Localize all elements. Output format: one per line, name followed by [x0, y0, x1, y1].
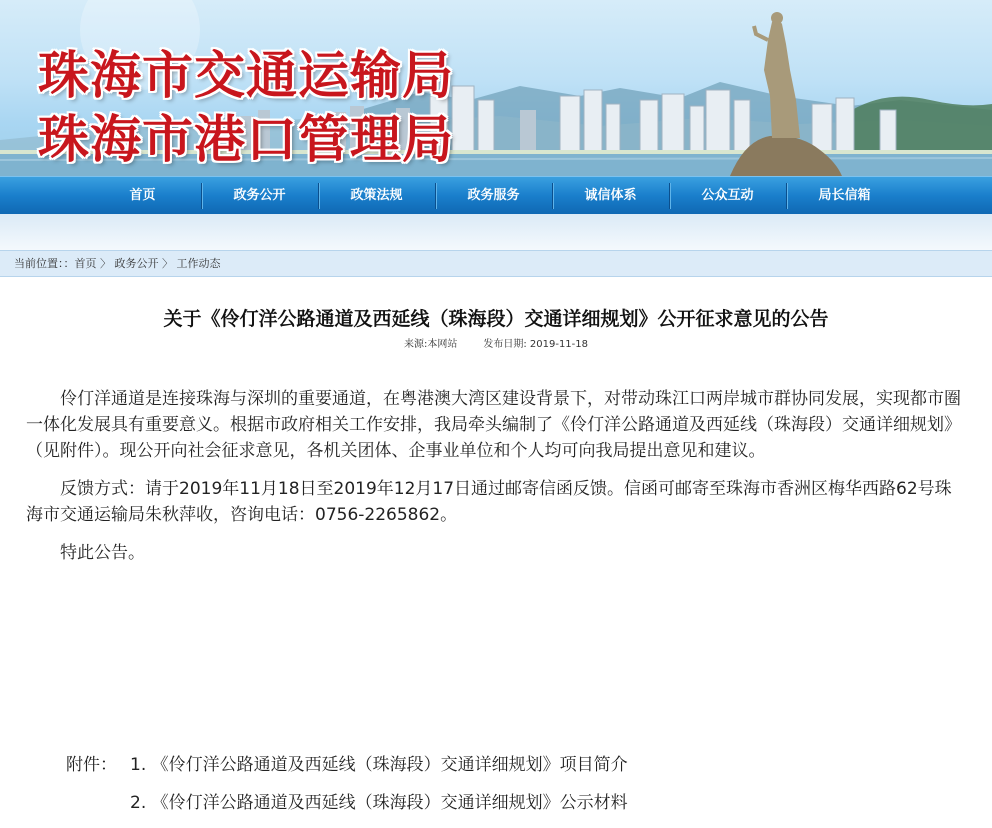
article-date: 发布日期: 2019-11-18: [483, 339, 589, 350]
article-body: [26, 386, 966, 578]
attachment-number: 1.: [130, 755, 147, 775]
site-title-line1: 珠海市交通运输局: [38, 46, 455, 106]
breadcrumb: [0, 250, 992, 277]
nav-item-public-interaction[interactable]: 公众互动: [669, 177, 786, 215]
article-paragraph: 伶仃洋通道是连接珠海与深圳的重要通道，在粤港澳大湾区建设背景下，对带动珠江口两岸城市群协同发展，实现都市圈一体化发展具有重要意义。根据市政府相关工作安排，我局牵头编制了《伶仃洋公路通道及西延线（珠海段）交通详细规划》（见附件）。现公开向社会征求意见，各机关团体、企事业单位和个人均可向我局提出意见和建议。: [26, 389, 961, 461]
attachment-number: 2.: [130, 793, 147, 813]
article-title: 关于《伶仃洋公路通道及西延线（珠海段）交通详细规划》公开征求意见的公告: [163, 308, 829, 330]
breadcrumb-government-affairs[interactable]: 政务公开: [114, 257, 159, 270]
breadcrumb-separator: 〉: [100, 257, 111, 270]
nav-item-government-affairs[interactable]: 政务公开: [201, 177, 318, 215]
nav-shadow-band: [0, 214, 992, 250]
attachments: [66, 752, 966, 828]
nav-item-credit-system[interactable]: 诚信体系: [552, 177, 669, 215]
attachment-row: [66, 752, 966, 778]
breadcrumb-separator: 〉: [162, 257, 173, 270]
nav-item-policies[interactable]: 政策法规: [318, 177, 435, 215]
attachment-link-summary[interactable]: 《伶仃洋公路通道及西延线（珠海段）交通详细规划》项目简介: [151, 755, 628, 775]
breadcrumb-home[interactable]: 首页: [74, 257, 97, 270]
main-nav: [0, 176, 992, 214]
attachments-label: 附件：: [66, 755, 117, 775]
article-paragraph: 反馈方式：请于2019年11月18日至2019年12月17日通过邮寄信函反馈。信函可邮寄至珠海市香洲区梅华西路62号珠海市交通运输局朱秋萍收，咨询电话：0756-2265862。: [26, 479, 952, 525]
header-banner: [0, 0, 992, 176]
attachment-row: [66, 790, 966, 816]
attachment-link-materials[interactable]: 《伶仃洋公路通道及西延线（珠海段）交通详细规划》公示材料: [151, 793, 628, 813]
article-source: 来源:本网站: [403, 339, 458, 350]
nav-item-director-mailbox[interactable]: 局长信箱: [786, 177, 903, 215]
breadcrumb-prefix: 当前位置：：: [14, 257, 75, 270]
nav-item-home[interactable]: 首页: [129, 187, 156, 203]
article-meta: [0, 335, 992, 350]
breadcrumb-work-news[interactable]: 工作动态: [176, 257, 221, 270]
article-paragraph: 特此公告。: [60, 543, 145, 563]
nav-item-services[interactable]: 政务服务: [435, 177, 552, 215]
site-title-line2: 珠海市港口管理局: [38, 110, 455, 170]
